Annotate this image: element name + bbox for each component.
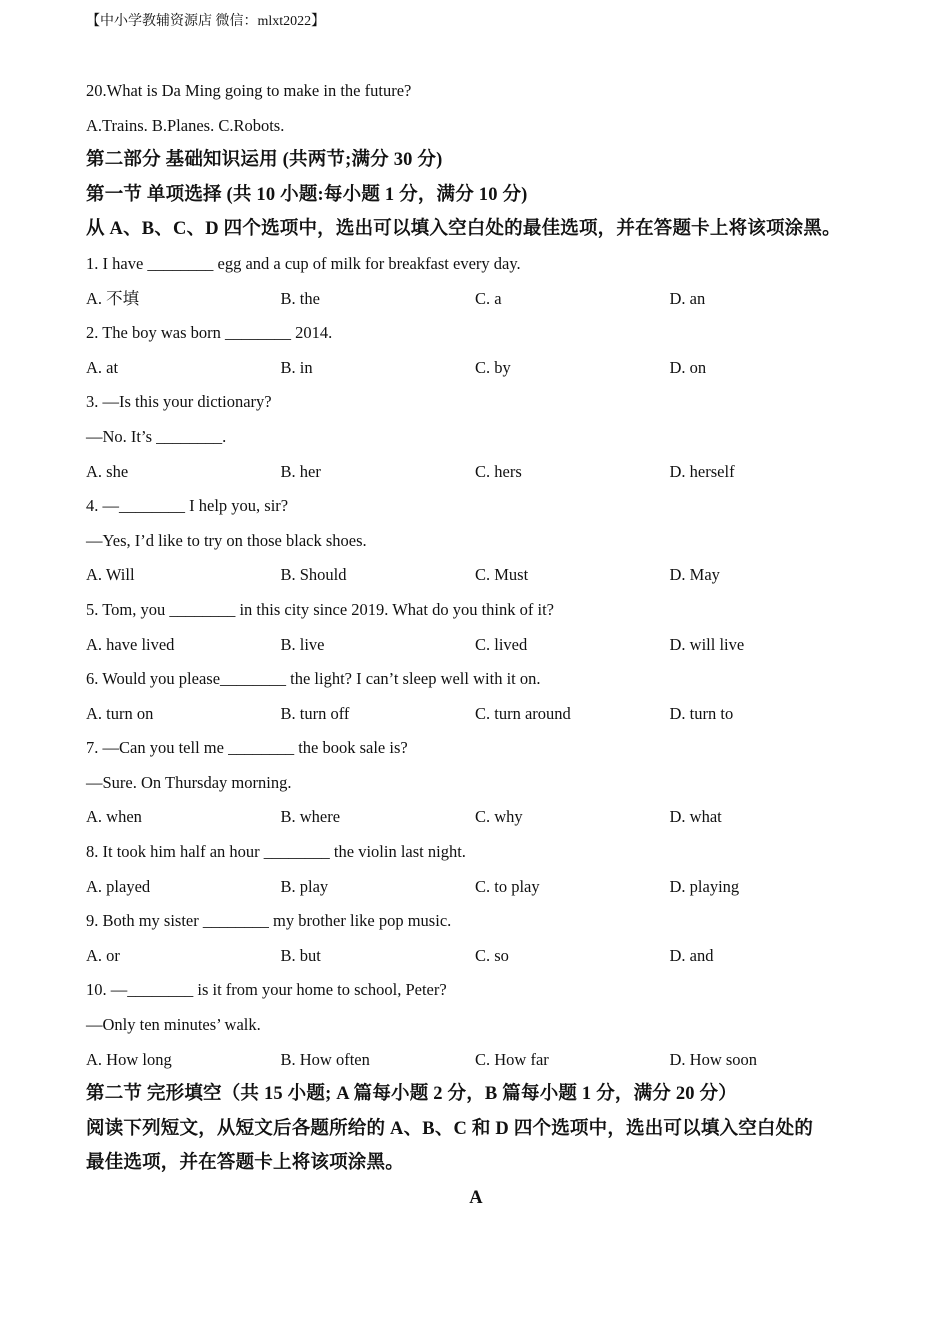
option-a: A. she — [86, 461, 129, 481]
option-a: A. played — [86, 876, 151, 896]
option-b: B. in — [280, 357, 313, 377]
question-20-options: A.Trains. B.Planes. C.Robots. — [86, 115, 285, 135]
page-header-watermark: 【中小学教辅资源店 微信：mlxt2022】 — [86, 14, 326, 29]
section1-title: 第一节 单项选择 (共 10 小题:每小题 1 分，满分 10 分) — [86, 184, 528, 205]
option-b: B. Should — [280, 565, 347, 585]
option-c: C. why — [475, 807, 523, 827]
option-d: D. an — [669, 288, 706, 308]
question-options — [86, 562, 866, 597]
option-b: B. How often — [280, 1049, 370, 1069]
option-c: C. by — [475, 357, 511, 377]
question-text: 5. Tom, you ________ in this city since 2019. What do you think of it? — [86, 599, 554, 619]
option-b: B. live — [280, 634, 325, 654]
section1-instruction: 从 A、B、C、D 四个选项中，选出可以填入空白处的最佳选项，并在答题卡上将该项涂黑。 — [86, 219, 841, 240]
question-options — [86, 286, 866, 321]
question-text: 4. —________ I help you, sir? — [86, 496, 289, 516]
question-list — [86, 251, 866, 1081]
question-text: 8. It took him half an hour ________ the violin last night. — [86, 842, 466, 862]
option-d: D. May — [669, 565, 720, 585]
option-d: D. and — [669, 945, 714, 965]
question-options — [86, 804, 866, 839]
question-text: 10. —________ is it from your home to school, Peter? — [86, 980, 447, 1000]
option-d: D. what — [669, 807, 722, 827]
option-d: D. turn to — [669, 703, 734, 723]
option-b: B. turn off — [280, 703, 350, 723]
option-d: D. herself — [669, 461, 735, 481]
question-options — [86, 355, 866, 390]
option-a: A. or — [86, 945, 120, 965]
question-text: 3. —Is this your dictionary? — [86, 392, 272, 412]
option-c: C. a — [475, 288, 502, 308]
option-b: B. the — [280, 288, 320, 308]
option-b: B. her — [280, 461, 321, 481]
section2-instruction-line1: 阅读下列短文，从短文后各题所给的 A、B、C 和 D 四个选项中，选出可以填入空白处的 — [86, 1118, 814, 1139]
passage-label: A — [469, 1188, 483, 1208]
option-a: A. turn on — [86, 703, 154, 723]
question-options — [86, 632, 866, 667]
option-a: A. have lived — [86, 634, 175, 654]
option-d: D. will live — [669, 634, 745, 654]
option-b: B. play — [280, 876, 329, 896]
exam-content — [86, 78, 866, 1220]
option-a: A. when — [86, 807, 142, 827]
option-a: A. at — [86, 357, 119, 377]
option-c: C. Must — [475, 565, 529, 585]
option-b: B. but — [280, 945, 321, 965]
question-text: 1. I have ________ egg and a cup of milk for breakfast every day. — [86, 253, 521, 273]
question-20-text: 20.What is Da Ming going to make in the future? — [86, 81, 412, 100]
section2-title: 第二节 完形填空（共 15 小题; A 篇每小题 2 分，B 篇每小题 1 分，满分 20 分） — [86, 1084, 737, 1105]
question-text: —Only ten minutes’ walk. — [86, 1015, 261, 1035]
option-c: C. How far — [475, 1049, 549, 1069]
question-options — [86, 1047, 866, 1082]
question-text: —No. It’s ________. — [86, 426, 227, 446]
option-d: D. How soon — [669, 1049, 758, 1069]
question-text: 9. Both my sister ________ my brother like pop music. — [86, 911, 452, 931]
question-text: —Sure. On Thursday morning. — [86, 772, 292, 792]
question-options — [86, 874, 866, 909]
option-d: D. on — [669, 357, 707, 377]
question-options — [86, 943, 866, 978]
question-options — [86, 459, 866, 494]
question-options — [86, 701, 866, 736]
option-c: C. so — [475, 945, 509, 965]
option-a: A. How long — [86, 1049, 172, 1069]
question-text: 2. The boy was born ________ 2014. — [86, 323, 333, 343]
option-c: C. turn around — [475, 703, 571, 723]
question-text: 6. Would you please________ the light? I can’t sleep well with it on. — [86, 669, 541, 689]
option-d: D. playing — [669, 876, 740, 896]
option-c: C. lived — [475, 634, 528, 654]
question-text: 7. —Can you tell me ________ the book sale is? — [86, 738, 408, 758]
question-text: —Yes, I’d like to try on those black shoes. — [86, 530, 367, 550]
part2-title: 第二部分 基础知识运用 (共两节;满分 30 分) — [86, 150, 443, 171]
section2-instruction-line2: 最佳选项，并在答题卡上将该项涂黑。 — [86, 1153, 404, 1174]
option-a: A. 不填 — [86, 288, 140, 308]
option-c: C. hers — [475, 461, 522, 481]
option-c: C. to play — [475, 876, 540, 896]
option-a: A. Will — [86, 565, 135, 585]
option-b: B. where — [280, 807, 341, 827]
